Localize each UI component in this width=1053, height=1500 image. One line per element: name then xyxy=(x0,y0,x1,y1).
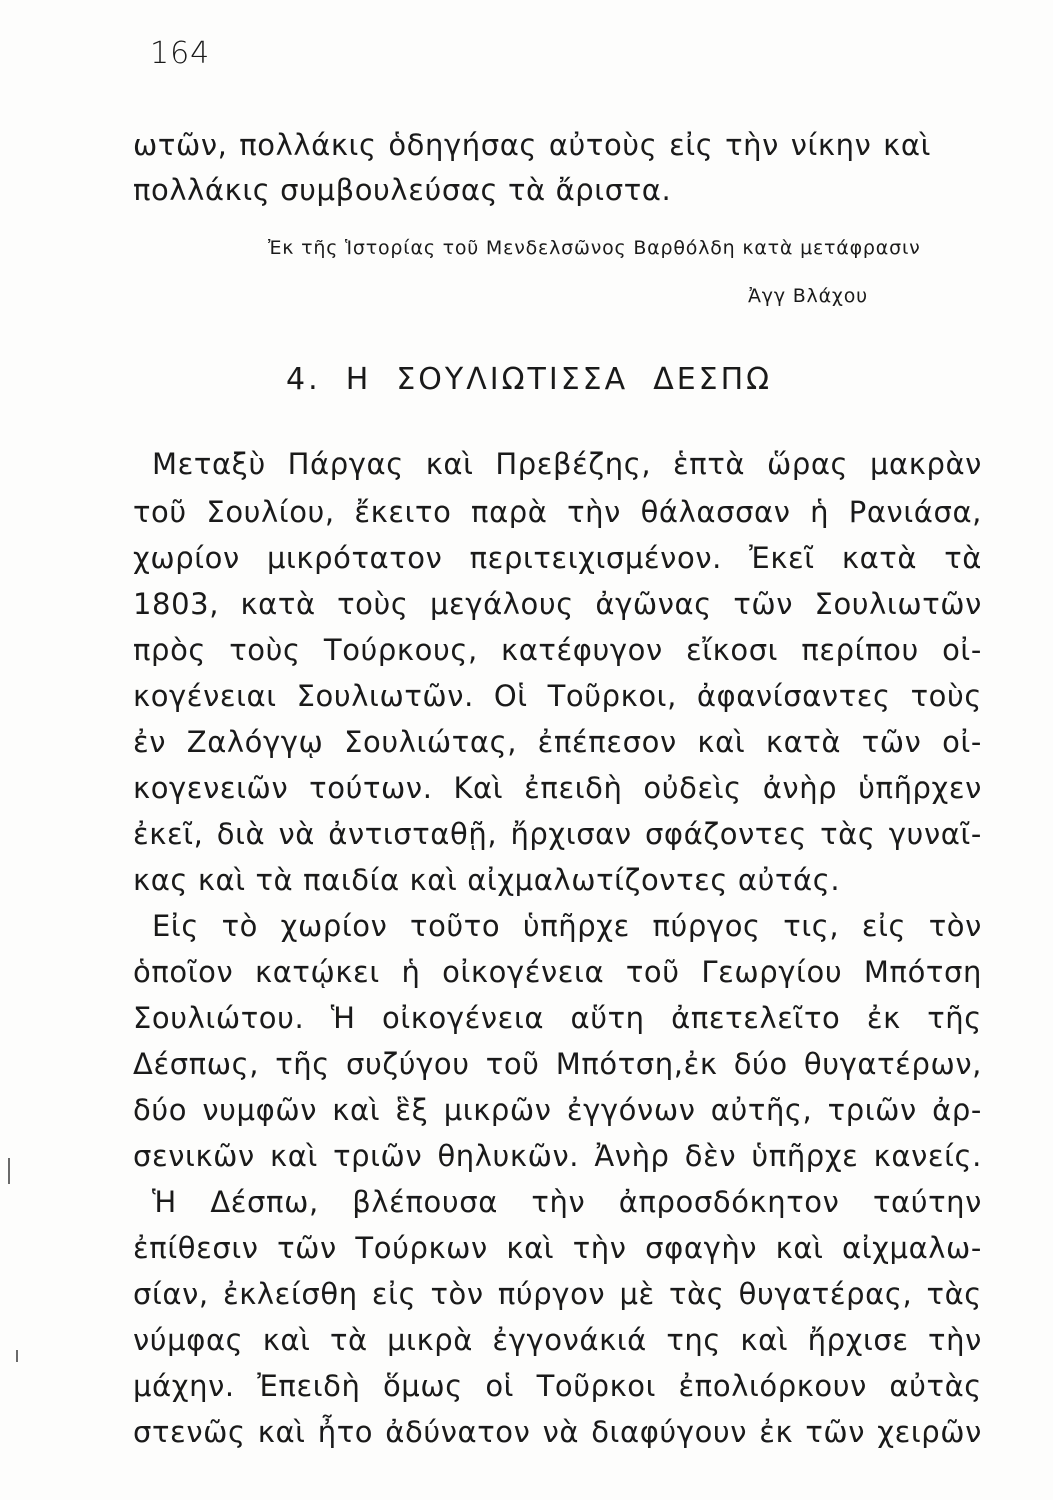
body-line xyxy=(133,1046,982,1082)
word: ἐγγόνων xyxy=(566,1093,696,1127)
word: ἐγγονάκιά xyxy=(492,1323,647,1357)
word: οἱ xyxy=(485,1369,515,1403)
word: ἐκ xyxy=(866,1001,901,1035)
body-line xyxy=(133,1138,982,1174)
word: μικρῶν xyxy=(443,1093,552,1127)
word: αὐτὰς xyxy=(889,1369,982,1403)
word: εἰς xyxy=(861,909,907,943)
word: Τούρκων xyxy=(355,1231,488,1265)
word: θάλασσαν xyxy=(640,495,791,529)
word: ὑπῆρχε xyxy=(522,909,630,943)
body-line xyxy=(133,724,982,760)
word: νύμφας xyxy=(133,1323,244,1357)
word: οἰ- xyxy=(942,633,982,667)
word: ὑπῆρχεν xyxy=(858,771,982,805)
word: μικρὰ xyxy=(387,1323,474,1357)
word: ταύτην xyxy=(872,1185,982,1219)
word: δὲν xyxy=(684,1139,737,1173)
word: οἰκογένεια xyxy=(442,955,605,989)
body-line xyxy=(133,494,982,530)
word: εἴκοσι xyxy=(685,633,779,667)
word: εἰς xyxy=(371,1277,417,1311)
word: ἡ xyxy=(401,955,421,989)
word: ἑπτὰ xyxy=(673,447,746,481)
word: παρὰ xyxy=(471,495,548,529)
word: Σουλιώτου. xyxy=(133,1001,305,1035)
body-line xyxy=(152,446,982,482)
word: οὐδεὶς xyxy=(643,771,742,805)
word: μάχην. xyxy=(133,1369,235,1403)
word: τοῦ xyxy=(625,955,680,989)
word: καὶ xyxy=(775,1231,824,1265)
word: σενικῶν xyxy=(133,1139,255,1173)
page-number: 164 xyxy=(150,36,211,71)
word: νίκην xyxy=(790,128,872,162)
word: ἀγῶνας xyxy=(595,587,712,621)
word: κογένειαι xyxy=(133,679,277,713)
word: ἀρ- xyxy=(932,1093,982,1127)
intro-line-1 xyxy=(133,127,931,163)
word: Πρεβέζης, xyxy=(495,447,652,481)
word: καὶ xyxy=(257,1415,306,1449)
body-line xyxy=(133,816,982,852)
body-line: κας καὶ τὰ παιδία καὶ αἰχμαλωτίζοντες αὐτάς. xyxy=(133,863,841,897)
word: ἀντισταθῇ, xyxy=(328,817,498,851)
word: καὶ xyxy=(270,1139,318,1173)
word: περίπου xyxy=(801,633,919,667)
word: τῶν xyxy=(861,725,922,759)
word: ἔκειτο xyxy=(354,495,452,529)
word: τὴν xyxy=(928,1323,982,1357)
word: ἐπειδὴ xyxy=(524,771,623,805)
word: τὰς xyxy=(820,817,876,851)
word: ὁδηγήσας xyxy=(388,128,538,162)
word: καὶ xyxy=(740,1323,789,1357)
word: καὶ xyxy=(262,1323,311,1357)
word: καὶ xyxy=(332,1093,381,1127)
word: τῆς xyxy=(275,1047,330,1081)
word: στενῶς xyxy=(133,1415,246,1449)
word: ἐκ xyxy=(759,1415,794,1449)
word: τοῦ xyxy=(485,1047,540,1081)
word: τὸν xyxy=(928,909,982,943)
word: Ἡ xyxy=(152,1185,177,1219)
word: τὴν xyxy=(531,1185,586,1219)
word: ἀπετελεῖτο xyxy=(671,1001,841,1035)
word: νυμφῶν xyxy=(202,1093,318,1127)
word: τῶν xyxy=(733,587,794,621)
word: διὰ xyxy=(216,817,266,851)
word: κογενειῶν xyxy=(133,771,289,805)
word: Μεταξὺ xyxy=(152,447,266,481)
word: τὰς xyxy=(926,1277,982,1311)
word: 1803, xyxy=(133,587,220,621)
word: χειρῶν xyxy=(877,1415,982,1449)
body-line xyxy=(133,632,982,668)
word: εἰς xyxy=(669,128,714,162)
word: τούτων. xyxy=(309,771,433,805)
word: ἀφανίσαντες xyxy=(696,679,891,713)
word: Δέσπως, xyxy=(133,1047,260,1081)
word: αὐτοὺς xyxy=(548,128,658,162)
word: ἤρχισε xyxy=(807,1323,909,1357)
word: Μπότση xyxy=(863,955,982,989)
word: κανείς. xyxy=(873,1139,982,1173)
word: ἐπολιόρκουν xyxy=(678,1369,867,1403)
word: Δέσπω, xyxy=(210,1185,319,1219)
word: κατῴκει xyxy=(255,955,380,989)
word: οἰ- xyxy=(942,725,982,759)
word: ὑπῆρχε xyxy=(751,1139,859,1173)
word: τὴν xyxy=(725,128,779,162)
word: τοῦ xyxy=(133,495,187,529)
word: Οἱ xyxy=(493,679,528,713)
word: θυγατέρας, xyxy=(738,1277,913,1311)
word: Μπότση,ἐκ xyxy=(555,1047,718,1081)
word: ἡ xyxy=(810,495,830,529)
intro-line-2: πολλάκις συμβουλεύσας τὰ ἄριστα. xyxy=(133,173,672,207)
word: πρὸς xyxy=(133,633,207,667)
word: τριῶν xyxy=(827,1093,917,1127)
word: τριῶν xyxy=(333,1139,423,1173)
word: Εἰς xyxy=(152,909,199,943)
word: τὴν xyxy=(567,495,621,529)
body-line xyxy=(133,954,982,990)
word: ὥρας xyxy=(766,447,849,481)
word: θυγατέρων, xyxy=(803,1047,982,1081)
body-line xyxy=(133,586,982,622)
word: τῶν xyxy=(277,1231,337,1265)
word: κατὰ xyxy=(841,541,918,575)
word: ὅμως xyxy=(382,1369,463,1403)
word: ἐκεῖ, xyxy=(133,817,204,851)
word: αἰχμαλω- xyxy=(842,1231,982,1265)
word: πολλάκις xyxy=(239,128,377,162)
word: τοὺς xyxy=(910,679,982,713)
word: τῶν xyxy=(805,1415,866,1449)
word: Τοῦρκοι xyxy=(536,1369,657,1403)
word: ἐκλείσθη xyxy=(222,1277,358,1311)
word: καὶ xyxy=(883,128,931,162)
word: Σουλίου, xyxy=(206,495,335,529)
word: γυναῖ- xyxy=(888,817,982,851)
word: θηλυκῶν. xyxy=(437,1139,580,1173)
margin-mark xyxy=(16,1350,18,1362)
word: Τούρκους, xyxy=(323,633,478,667)
word: σφάζοντες xyxy=(644,817,807,851)
word: Ἐκεῖ xyxy=(749,541,815,575)
word: σφαγὴν xyxy=(645,1231,758,1265)
word: τὰ xyxy=(329,1323,368,1357)
body-line xyxy=(133,1276,982,1312)
word: Ἡ xyxy=(330,1001,356,1035)
body-line xyxy=(133,1000,982,1036)
word: μακρὰν xyxy=(870,447,982,481)
body-line xyxy=(133,1414,982,1450)
section-heading: 4. Η ΣΟΥΛΙΩΤΙΣΣΑ ΔΕΣΠΩ xyxy=(286,362,773,397)
word: πύργον xyxy=(497,1277,606,1311)
body-line xyxy=(133,770,982,806)
word: τὸν xyxy=(430,1277,484,1311)
word: Τοῦρκοι, xyxy=(547,679,677,713)
word: κατὰ xyxy=(240,587,316,621)
word: αὐτῆς, xyxy=(710,1093,813,1127)
word: Σουλιωτῶν. xyxy=(296,679,474,713)
word: περιτειχισμένον. xyxy=(469,541,722,575)
word: τοὺς xyxy=(229,633,301,667)
body-line xyxy=(133,1322,982,1358)
word: ἀνὴρ xyxy=(762,771,838,805)
word: ἐπίθεσιν xyxy=(133,1231,259,1265)
word: ἦτο xyxy=(317,1415,374,1449)
body-line xyxy=(133,678,982,714)
word: Ἐπειδὴ xyxy=(257,1369,361,1403)
word: Ἀνὴρ xyxy=(594,1139,670,1173)
word: τὸ xyxy=(221,909,258,943)
word: σίαν, xyxy=(133,1277,209,1311)
word: Γεωργίου xyxy=(701,955,843,989)
word: νὰ xyxy=(542,1415,580,1449)
word: μεγάλους xyxy=(429,587,574,621)
word: καὶ xyxy=(425,447,474,481)
word: νὰ xyxy=(278,817,316,851)
word: τῆς xyxy=(927,1001,982,1035)
word: ωτῶν, xyxy=(133,128,228,162)
citation-line-1: Ἐκ τῆς Ἱστορίας τοῦ Μενδελσῶνος Βαρθόλδη κατὰ μετάφρασιν xyxy=(268,237,921,259)
body-line xyxy=(133,1368,982,1404)
word: κατὰ xyxy=(765,725,842,759)
word: ὁποῖον xyxy=(133,955,234,989)
word: χωρίον xyxy=(133,541,240,575)
word: διαφύγουν xyxy=(591,1415,748,1449)
word: χωρίον xyxy=(280,909,388,943)
word: καὶ xyxy=(697,725,746,759)
word: ἐν xyxy=(133,725,167,759)
word: Ρανιάσα, xyxy=(848,495,982,529)
body-line xyxy=(133,540,982,576)
word: δύο xyxy=(133,1093,188,1127)
word: ἓξ xyxy=(395,1093,429,1127)
word: τοῦτο xyxy=(410,909,501,943)
word: οἰκογένεια xyxy=(382,1001,545,1035)
word: Σουλιωτῶν xyxy=(814,587,982,621)
word: τις, xyxy=(783,909,840,943)
word: ἤρχισαν xyxy=(510,817,632,851)
word: αὕτη xyxy=(570,1001,645,1035)
word: μικρότατον xyxy=(266,541,443,575)
word: μὲ xyxy=(619,1277,655,1311)
word: ἀδύνατον xyxy=(385,1415,531,1449)
word: ἀπροσδόκητον xyxy=(618,1185,840,1219)
citation-line-2: Ἀγγ Βλάχου xyxy=(748,285,868,307)
word: Πάργας xyxy=(287,447,404,481)
word: Σουλιώτας, xyxy=(344,725,518,759)
margin-mark xyxy=(8,1158,10,1184)
word: της xyxy=(666,1323,721,1357)
word: καὶ xyxy=(506,1231,555,1265)
word: κατέφυγον xyxy=(501,633,663,667)
body-line xyxy=(133,1230,982,1266)
word: δύο xyxy=(733,1047,788,1081)
word: τὰ xyxy=(944,541,982,575)
word: βλέπουσα xyxy=(352,1185,498,1219)
word: ἐπέπεσον xyxy=(537,725,677,759)
word: τὴν xyxy=(572,1231,627,1265)
word: τοὺς xyxy=(337,587,409,621)
body-line xyxy=(152,1184,982,1220)
word: συζύγου xyxy=(346,1047,470,1081)
body-line xyxy=(152,908,982,944)
word: πύργος xyxy=(652,909,761,943)
word: Ζαλόγγῳ xyxy=(186,725,324,759)
word: Καὶ xyxy=(453,771,504,805)
word: τὰς xyxy=(668,1277,725,1311)
body-line xyxy=(133,1092,982,1128)
